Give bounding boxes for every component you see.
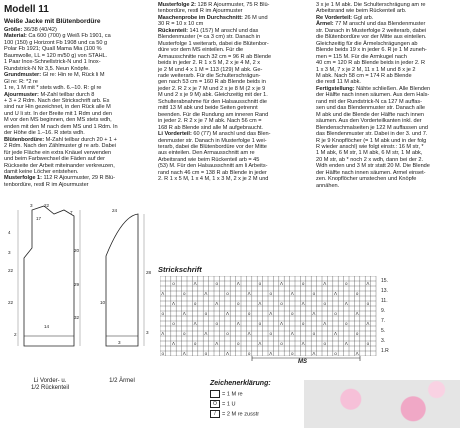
chart-symbol: o bbox=[247, 311, 251, 316]
dim-label: 2 bbox=[14, 332, 17, 337]
dim-label: 17 bbox=[36, 216, 42, 221]
legend-item bbox=[210, 410, 302, 418]
chart-symbol: o bbox=[258, 281, 262, 286]
chart-symbol: Λ bbox=[323, 321, 327, 326]
chart-symbol: Λ bbox=[204, 331, 208, 336]
dim-label: 29 bbox=[74, 282, 80, 287]
dim-label: 32 bbox=[74, 315, 80, 320]
chart-symbol: o bbox=[226, 331, 229, 336]
chart-symbol: o bbox=[334, 351, 337, 356]
chart-symbol: o bbox=[366, 301, 370, 306]
dim-label: 22 bbox=[8, 300, 14, 305]
row-label: 11. bbox=[381, 298, 388, 304]
ms-label: MS bbox=[298, 359, 307, 365]
dim-label: 3 bbox=[146, 330, 149, 335]
size-line: Größe: 36/38 (40/42) bbox=[4, 27, 57, 33]
ms-bracket bbox=[250, 356, 362, 364]
chart-symbol: o bbox=[312, 331, 316, 336]
chart-symbol: Λ bbox=[182, 311, 186, 316]
grundmuster-para: Grundmuster: Gl re: Hin re M, Rück li M Gl re: R: *2 re 1 re, 1 M mit * stets wdh. 6.–10. R: gl re bbox=[4, 72, 105, 92]
chart-symbol: o bbox=[312, 291, 316, 296]
chart-symbol: Λ bbox=[215, 341, 219, 346]
page-subtitle: Weiße Jacke mit Blütenbordüre bbox=[4, 18, 101, 25]
dim-label: 20 bbox=[74, 248, 80, 253]
dim-label: 3 bbox=[8, 250, 11, 255]
legend-symbol bbox=[210, 390, 220, 398]
chart-symbol: o bbox=[345, 281, 348, 286]
chart-symbol: o bbox=[237, 301, 240, 306]
caption-vorder: Li Vorder- u. 1/2 Rückenteil bbox=[30, 378, 70, 391]
chart-symbol: Λ bbox=[236, 321, 240, 326]
chart-symbol: o bbox=[355, 291, 359, 296]
legend-symbol: O bbox=[210, 400, 220, 408]
fertig-para: Fertigstellung: Nähte schließen. Alle Blenden der Hälfte nach innen säumen. Aus dem Hals- rand mit der Rundstrick-N ca 127 M auffas- sen und das Blendenmuster str. Danach alle M abk und die Blende der Hälfte nach innen säumen. Aus den Vorderteilkanten inkl. der Blendenschmalseiten je 122 M auffassen und das Blendenmuster str. Dabei in der 3. und 7. R je 9 Knopflöcher (= 1 M abk und in der folg R wieder anschl) wie folgt einstr.: 16 M str, * 1 M abk, 6 M str, 1 M abk, 6 M str, 1 M abk, 20 M str, ab * noch 2 x wdh, dann bei der 2. Wdh enden und 3 M str statt 20 M. Die Blende der Hälfte nach innen säumen. Armel einset- zen. Knopflöcher umstechen und Knöpfe annähen. bbox=[316, 85, 431, 189]
dim-label: 22 bbox=[44, 203, 50, 208]
chart-symbol: o bbox=[291, 351, 294, 356]
chart-symbol: o bbox=[355, 331, 359, 336]
legend-item bbox=[210, 400, 302, 408]
chart-symbol: Λ bbox=[333, 331, 338, 336]
chart-symbol: o bbox=[204, 311, 208, 316]
chart-symbol: Λ bbox=[344, 301, 348, 306]
chart-symbol: o bbox=[193, 301, 197, 306]
row-label: 13. bbox=[381, 288, 388, 294]
chart-symbol: Λ bbox=[204, 291, 208, 296]
mf1-para: Musterfolge 1: 112 R Ajourmuster, 29 R Blü- tenbordüre, restl R im Ajourmuster bbox=[4, 175, 115, 188]
chart-symbol: Λ bbox=[366, 321, 370, 326]
chart-symbol: Λ bbox=[312, 311, 316, 316]
chart-symbol: o bbox=[280, 301, 283, 306]
chart-symbol: o bbox=[161, 351, 164, 356]
row-label: 9. bbox=[381, 308, 386, 314]
row-label: 3. bbox=[381, 338, 386, 344]
chart-symbol: Λ bbox=[355, 351, 359, 356]
chart-symbol: Λ bbox=[269, 311, 273, 316]
row-label: 7. bbox=[381, 318, 386, 324]
chart-symbol: o bbox=[226, 291, 229, 296]
chart-symbol: o bbox=[323, 301, 326, 306]
legend-symbol: / bbox=[210, 410, 220, 418]
chart-symbol: Λ bbox=[279, 281, 284, 286]
maschen-para: Maschenprobe im Durchschnitt: 26 M und 30 R = 10 x 10 cm bbox=[158, 14, 268, 28]
revorder-para: Re Vorderteil: Ggl arb. bbox=[316, 14, 374, 21]
chart-symbol: Λ bbox=[290, 331, 294, 336]
chart-symbol: Λ bbox=[182, 351, 186, 356]
chart-symbol: o bbox=[172, 281, 175, 286]
legend-item bbox=[210, 390, 302, 398]
chart-symbol: o bbox=[183, 291, 186, 296]
chart-symbol: Λ bbox=[161, 331, 165, 336]
chart-symbol: o bbox=[258, 321, 262, 326]
caption-aermel: 1/2 Ärmel bbox=[109, 378, 135, 384]
legend-text: = 1 U bbox=[222, 401, 236, 408]
chart-symbol: o bbox=[193, 341, 197, 346]
chart-symbol: Λ bbox=[236, 281, 240, 286]
chart-symbol: Λ bbox=[333, 291, 338, 296]
chart-symbol: Λ bbox=[193, 321, 197, 326]
row-label: 15. bbox=[381, 278, 388, 284]
chart-symbol: o bbox=[161, 311, 164, 316]
chart-symbol: Λ bbox=[193, 281, 197, 286]
chart-symbol: o bbox=[323, 341, 326, 346]
chart-symbol: o bbox=[301, 321, 305, 326]
bluten-para: Blütenbordüre: M-Zahl teilbar durch 20 + 1 + 2 Rdm. Nach den Zählmuster gl re arb. Dabei für jede Fläche ein extra Knäuel verwenden und beim Farbwechsel die Fäden auf der Rückseite der Arbeit miteinander verkreuzen, damit keine Löcher entstehen. bbox=[4, 136, 117, 175]
chart-symbol: o bbox=[247, 351, 251, 356]
page-title: Modell 11 bbox=[4, 4, 49, 15]
chart-symbol: o bbox=[215, 281, 218, 286]
chart-symbol: Λ bbox=[301, 341, 305, 346]
aermel-para: Ärmel: 77 M anschl und das Blendenmuster str. Danach in Musterfolge 2 weiterarb, dabei die Blütenbordüre vor der Mitte aus einteilen. Gleichzeitig für die Ärmelschrägungen ab Blende beids 19 x in jeder 6. R je 1 M zuneh- men = 115 M. Für die Armkugel nach 40 cm = 120 R ab Blende beids in jeder 2. R 1 x 3 M, 7 x je 2 M, 11 x 1 M und 8 x je 2 M abk. Nach 58 cm = 174 R ab Blende die restl 11 M abk. bbox=[316, 21, 427, 86]
chart-symbol: Λ bbox=[366, 281, 370, 286]
column-3: 3 x je 1 M abk. Die Schulterschrägung am re Arbeitsrand wie beim Rückenteil arb. Re Vorderteil: Ggl arb. Ärmel: 77 M anschl und das Blendenmuster str. Danach in Musterfolge 2 weiterarb, dabei die Blütenbordüre vor der Mitte aus einteilen. Gleichzeitig für die Ärmelschrägungen ab Blende beids 19 x in jeder 6. R je 1 M zuneh- men = 115 M. Für die Armkugel nach 40 cm = 120 R ab Blende beids in jeder 2. R 1 x 3 M, 7 x je 2 M, 11 x 1 M und 8 x je 2 M abk. Nach 58 cm = 174 R ab Blende die restl 11 M abk. Fertigstellung: Nähte schließen. Alle Blenden der Hälfte nach innen säumen. Aus dem Hals- rand mit der Rundstrick-N ca 127 M auffas- sen und das Blendenmuster str. Danach alle M abk und die Blende der Hälfte nach innen säumen. Aus den Vorderteilkanten inkl. der Blendenschmalseiten je 122 M auffassen und das Blendenmuster str. Dabei in der 3. und 7. R je 9 Knopflöcher (= 1 M abk und in der folg R wieder anschl) wie folgt einstr.: 16 M str, * 1 M abk, 6 M str, 1 M abk, 6 M str, 1 M abk, 20 M str, ab * noch 2 x wdh, dann bei der 2. Wdh enden und 3 M str statt 20 M. Die Blende der Hälfte nach innen säumen. Armel einset- zen. Knopflöcher umstechen und Knöpfe annähen. bbox=[316, 0, 458, 189]
chart-symbol: Λ bbox=[344, 341, 348, 346]
chart-symbol: Λ bbox=[247, 291, 251, 296]
dim-label: 7 bbox=[70, 210, 73, 215]
chart-symbol: Λ bbox=[258, 301, 262, 306]
chart-symbol: o bbox=[269, 291, 272, 296]
chart-symbol: Λ bbox=[312, 351, 316, 356]
schematic-aermel bbox=[92, 196, 152, 376]
chart-symbol: Λ bbox=[323, 281, 327, 286]
chart-symbol: Λ bbox=[279, 321, 284, 326]
strickschrift-title: Strickschrift bbox=[158, 265, 202, 274]
chart-symbol: o bbox=[280, 341, 283, 346]
chart-symbol: o bbox=[269, 331, 272, 336]
ajour-para: Ajourmuster: M-Zahl teilbar durch 8 + 3 + 2 Rdm. Nach der Strickschrift arb. Es sind nur Hin gezeichnet, in den Rück alle M und U li str. In der Breite mit 1 Rdm und den M vor den MS beginnen, den MS stets wdh, enden mit den M nach dem MS und 1 Rdm. In der Höhe die 1.–16. R stets wdh. bbox=[4, 91, 118, 137]
material-para: Material: Ca 600 (700) g Weiß Fb 1901, ca 100 (150) g Horizont Fb 1908 und ca 50 g Polar Fb 1921; Quall Mama Mia (100 % Baumwolle, LL = 120 m/50 g) von STAHL. 1 Paar Inox-Schnellstrick-N und 1 Inox- Rundstrick-N Nr 3,5. Neun Knöpfe. bbox=[4, 33, 111, 72]
column-1 bbox=[4, 0, 150, 188]
chart-symbol: o bbox=[366, 341, 370, 346]
dim-label: 4 bbox=[8, 230, 11, 235]
chart-symbol: Λ bbox=[269, 351, 273, 356]
chart-symbol: Λ bbox=[225, 351, 230, 356]
chart-symbol: Λ bbox=[355, 311, 359, 316]
legend-text: = 1 M re bbox=[222, 391, 243, 398]
column-2 bbox=[158, 0, 306, 183]
dim-label: 14 bbox=[44, 324, 50, 329]
ruecken-para: Rückenteil: 141 (157) M anschl und das Blendenmuster (= ca 3 cm) str. Danach in Musterfolge 1 weiterarb, dabei die Blütenbor- düre vor dem MS einteilen. Für die Armausschnitte nach 32 cm = 96 R ab Blende beids in jeder 2. R 1 x 5 M, 2 x je 4 M, 2 x je 2 M und 4 x 1 M = 113 (129) M abk. Ge- rade weiterarb. Für die Schulterschrägun- gen nach 53 cm = 160 R ab Blende beids in jeder 2. R 2 x je 7 M und 2 x je 8 M (2 x je 9 M und 2 x je 9 M) abk. Gleichzeitig mit der 1. Schulterabnahme für den Halsausschnitt die mittl 13 M abk und beide Seiten getrennt beenden. Für die Rundung am inneren Rand in jeder 2. R 2 x je 7 M abk. Nach 56 cm = 168 R ab Blende sind alle M aufgebraucht. bbox=[158, 27, 272, 131]
chart-symbol: Λ bbox=[301, 301, 305, 306]
chart-symbol: Λ bbox=[171, 341, 176, 346]
chart-symbol: Λ bbox=[225, 311, 230, 316]
chart-symbol: Λ bbox=[290, 291, 294, 296]
chart-symbol: Λ bbox=[171, 301, 176, 306]
chart-symbol: o bbox=[204, 351, 208, 356]
chart-symbol: Λ bbox=[247, 331, 251, 336]
mf2-para: Musterfolge 2: 128 R Ajourmuster, 75 R Blü- tenbordüre, restl R im Ajourmuster bbox=[158, 2, 270, 15]
dim-label: 3 bbox=[118, 340, 121, 345]
chart-symbol: o bbox=[215, 321, 218, 326]
chart-symbol: o bbox=[291, 311, 294, 316]
strickschrift-grid bbox=[160, 276, 378, 356]
chart-symbol: Λ bbox=[161, 291, 165, 296]
flower-photo bbox=[304, 380, 460, 428]
chart-symbol: o bbox=[301, 281, 305, 286]
chart-symbol: o bbox=[237, 341, 240, 346]
dim-label: 28 bbox=[146, 270, 152, 275]
chart-symbol: o bbox=[334, 311, 337, 316]
row-label: 1.R bbox=[381, 348, 389, 354]
chart-symbol: Λ bbox=[258, 341, 262, 346]
row-label: 5. bbox=[381, 328, 386, 334]
schematic-vorder-ruecken bbox=[4, 196, 94, 376]
chart-symbol: o bbox=[172, 321, 175, 326]
chart-symbol: Λ bbox=[215, 301, 219, 306]
lvorder-para: Li Vorderteil: 60 (77) M anschl und das Blen- denmuster str. Danach in Musterfolge 1 wei- terarb, dabei die Blütenbordüre vor der Mitte aus einteilen. Den Armausschnitt am re Arbeitsrand wie beim Rückenteil arb = 45 (53) M. Für den Halsausschnitt am li Arbeits- rand nach 46 cm = 138 R ab Blende in jeder 2. R 1 x 5 M, 1 x 4 M, 1 x 3 M, 2 x je 2 M und bbox=[158, 131, 271, 183]
dim-label: 24 bbox=[112, 208, 118, 213]
chart-symbol: o bbox=[183, 331, 186, 336]
dim-label: 22 bbox=[8, 268, 14, 273]
legend-title: Zeichenerklärung: bbox=[210, 380, 271, 387]
legend-text: = 2 M re zusstr bbox=[222, 411, 260, 418]
chart-symbol: o bbox=[345, 321, 348, 326]
dim-label: 10 bbox=[100, 300, 106, 305]
dim-label: 3 bbox=[30, 203, 33, 208]
